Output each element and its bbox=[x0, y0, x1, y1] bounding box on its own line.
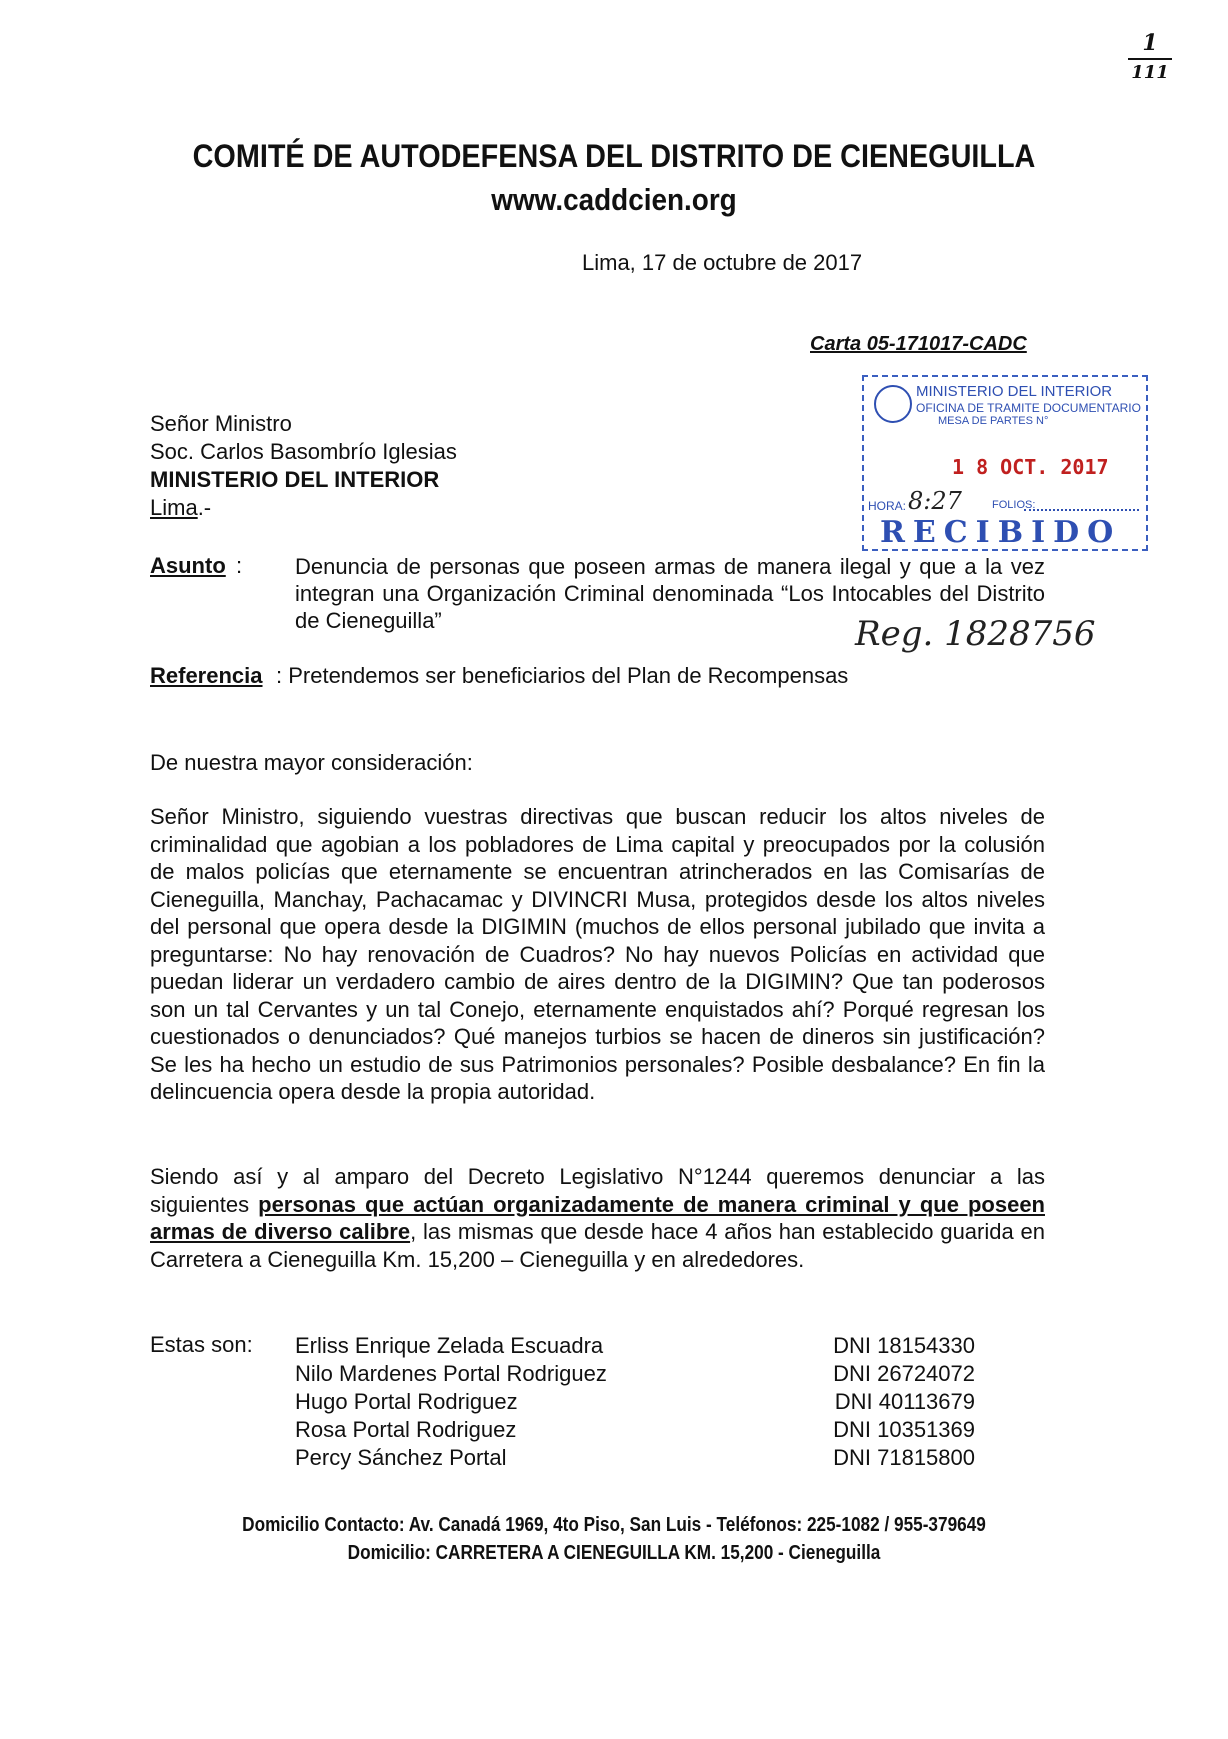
page-number-numerator: 1 bbox=[1142, 30, 1158, 56]
footer-contact-address: Domicilio Contacto: Av. Canadá 1969, 4to Piso, San Luis - Teléfonos: 225-1082 / 955-379649 bbox=[242, 1514, 986, 1536]
person-name: Percy Sánchez Portal bbox=[295, 1445, 507, 1470]
stamp-desk: MESA DE PARTES N° bbox=[938, 415, 1049, 427]
stamp-hora-label: HORA: bbox=[868, 499, 907, 513]
persons-intro: Estas son: bbox=[150, 1332, 253, 1357]
letter-reference-code: Carta 05-171017-CADC bbox=[810, 333, 1027, 355]
person-row bbox=[295, 1360, 975, 1388]
stamp-date: 1 8 OCT. 2017 bbox=[952, 455, 1109, 479]
person-dni: DNI 18154330 bbox=[833, 1333, 975, 1358]
stamp-status: RECIBIDO bbox=[880, 515, 1122, 550]
person-row bbox=[295, 1332, 975, 1360]
stamp-folios-label: FOLIOS: bbox=[992, 499, 1036, 511]
recipient-ministry: MINISTERIO DEL INTERIOR bbox=[150, 467, 440, 492]
subject-label: Asunto bbox=[150, 553, 226, 578]
person-dni: DNI 40113679 bbox=[834, 1389, 975, 1414]
registration-note: Reg. 1828756 bbox=[855, 614, 1096, 654]
footer-address: Domicilio: CARRETERA A CIENEGUILLA KM. 15,200 - Cieneguilla bbox=[347, 1542, 881, 1564]
person-dni: DNI 10351369 bbox=[833, 1417, 975, 1442]
person-name: Erliss Enrique Zelada Escuadra bbox=[295, 1333, 604, 1358]
person-row bbox=[295, 1444, 975, 1472]
recipient-city: Lima bbox=[150, 495, 198, 520]
recipient-city-suffix: .- bbox=[197, 495, 212, 520]
organization-title: COMITÉ DE AUTODEFENSA DEL DISTRITO DE CIENEGUILLA bbox=[192, 138, 1036, 174]
body-paragraph-1: Señor Ministro, siguiendo vuestras directivas que buscan reducir los altos niveles de criminalidad que agobian a los pobladores de Lima capital y preocupados por la colusión de malos policías que eternamente se encuentran atrincherados en las Comisarías de Cieneguilla, Manchay, Pachacamac y DIVINCRI Musa, protegidos desde los altos niveles del personal que opera desde la DIGIMIN (muchos de ellos personal jubilado que invita a preguntarse: No hay renovación de Cuadros? No hay nuevos Policías en actividad que puedan liderar un verdadero cambio de aires dentro de la DIGIMIN? Que tan poderosos son un tal Cervantes y un tal Conejo, eternamente enquistados ahí? Porqué regresan los cuestionados o denunciados? Qué manejos turbios se hacen de dineros sin justificación? Se les ha hecho un estudio de sus Patrimonios personales? Posible desbalance? En fin la delincuencia opera desde la propia autoridad. bbox=[150, 804, 1045, 1104]
person-dni: DNI 26724072 bbox=[833, 1361, 975, 1386]
recipient-title: Señor Ministro bbox=[150, 411, 292, 436]
reception-stamp bbox=[862, 375, 1148, 551]
body-paragraph-2 bbox=[150, 1163, 1045, 1273]
person-name: Nilo Mardenes Portal Rodriguez bbox=[295, 1361, 607, 1386]
organization-website: www.caddcien.org bbox=[491, 182, 737, 217]
paragraph-2-end: , las mismas que desde hace 4 años han establecido guarida en Carretera a Cieneguilla Km. 15,200 – Cieneguilla y en alrededores. bbox=[150, 1219, 1045, 1272]
stamp-hora-value: 8:27 bbox=[908, 487, 962, 515]
recipient-block bbox=[150, 410, 457, 522]
stamp-dotted-line bbox=[1024, 509, 1139, 511]
letter-date: Lima, 17 de octubre de 2017 bbox=[582, 250, 863, 275]
paragraph-2-start: Siendo así y al amparo del Decreto Legislativo N°1244 queremos denunciar a las siguientes bbox=[150, 1164, 1045, 1217]
salutation: De nuestra mayor consideración: bbox=[150, 750, 473, 775]
person-name: Hugo Portal Rodriguez bbox=[295, 1389, 518, 1414]
paragraph-2-highlight: personas que actúan organizadamente de manera criminal y que poseen armas de diverso calibre bbox=[150, 1191, 1045, 1244]
page-number-divider bbox=[1128, 58, 1172, 60]
persons-list bbox=[295, 1332, 975, 1472]
shield-icon bbox=[874, 385, 912, 423]
subject-colon: : bbox=[236, 553, 243, 578]
person-row bbox=[295, 1388, 975, 1416]
page-number bbox=[1120, 30, 1180, 83]
person-dni: DNI 71815800 bbox=[833, 1445, 975, 1470]
reference-label: Referencia bbox=[150, 663, 263, 688]
stamp-ministry: MINISTERIO DEL INTERIOR bbox=[916, 383, 1113, 400]
recipient-city-line bbox=[150, 494, 457, 522]
stamp-office: OFICINA DE TRAMITE DOCUMENTARIO bbox=[916, 401, 1141, 415]
person-name: Rosa Portal Rodriguez bbox=[295, 1417, 517, 1442]
person-row bbox=[295, 1416, 975, 1444]
reference-text: : Pretendemos ser beneficiarios del Plan de Recompensas bbox=[276, 663, 849, 688]
recipient-name: Soc. Carlos Basombrío Iglesias bbox=[150, 439, 457, 464]
page-number-denominator: 111 bbox=[1131, 62, 1169, 83]
subject-text: Denuncia de personas que poseen armas de manera ilegal y que a la vez integran una Organización Criminal denominada “Los Intocables del Distrito de Cieneguilla” bbox=[295, 554, 1045, 633]
